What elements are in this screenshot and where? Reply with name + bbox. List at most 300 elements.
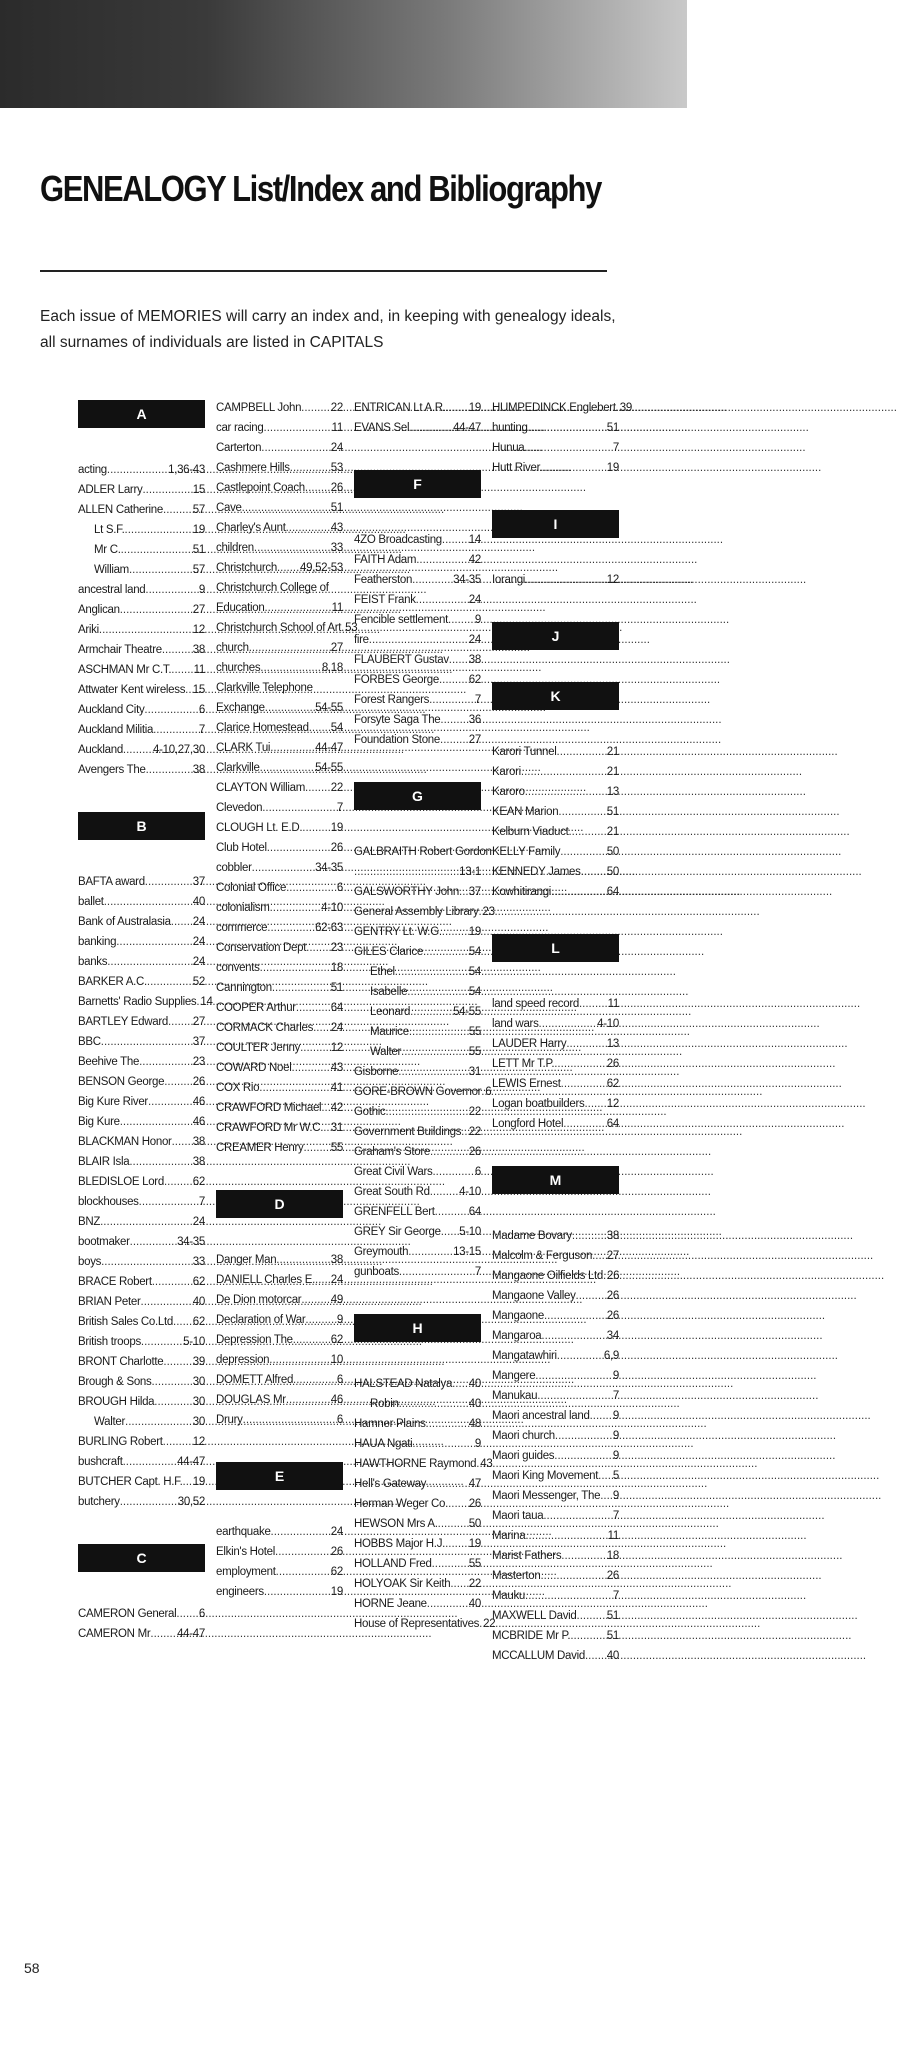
index-entry bbox=[78, 740, 205, 760]
dot-leader bbox=[264, 1582, 331, 1602]
index-entry bbox=[354, 962, 481, 982]
entry-term: HOBBS Major H.J. bbox=[354, 1538, 446, 1550]
index-entry bbox=[216, 498, 343, 518]
entry-term: Foundation Stone bbox=[354, 734, 440, 746]
entry-term: Marist Fathers bbox=[492, 1550, 562, 1562]
entry-pages: 49,52-53 bbox=[300, 562, 343, 574]
entry-pages: 62 bbox=[330, 1566, 343, 1578]
index-entry bbox=[216, 558, 343, 578]
index-entry bbox=[78, 580, 205, 600]
entry-pages: 51 bbox=[606, 422, 619, 434]
dot-leader bbox=[116, 932, 193, 952]
dot-leader bbox=[183, 1472, 193, 1492]
entry-term: Mauku bbox=[492, 1590, 526, 1602]
entry-pages: 38 bbox=[192, 764, 205, 776]
entry-term: BUTCHER Capt. H.F. bbox=[78, 1476, 183, 1488]
entry-term: GALBRAITH Robert Gordon bbox=[354, 846, 492, 858]
entry-pages: 9 bbox=[198, 584, 205, 596]
entry-term: DOMETT Alfred bbox=[216, 1374, 294, 1386]
entry-term: Big Kure River bbox=[78, 1096, 148, 1108]
index-entry bbox=[492, 398, 632, 418]
entry-term: Lt S.F. bbox=[94, 524, 125, 536]
entry-pages: 22 bbox=[468, 1126, 481, 1138]
dot-leader bbox=[309, 718, 331, 738]
entry-pages: 64 bbox=[468, 1206, 481, 1218]
entry-pages: 64 bbox=[606, 886, 619, 898]
entry-term: FEIST Frank bbox=[354, 594, 416, 606]
index-entry bbox=[78, 912, 205, 932]
dot-leader bbox=[570, 1626, 606, 1646]
dot-leader bbox=[448, 1494, 469, 1514]
entry-term: MCBRIDE Mr P. bbox=[492, 1630, 571, 1642]
title-rule bbox=[40, 270, 607, 272]
dot-leader bbox=[301, 1290, 330, 1310]
index-entry bbox=[492, 1466, 619, 1486]
entry-pages: 26 bbox=[606, 1570, 619, 1582]
entry-term: Logan boatbuilders bbox=[492, 1098, 585, 1110]
entry-term: Marina bbox=[492, 1530, 526, 1542]
entry-term: CAMERON General bbox=[78, 1608, 177, 1620]
entry-pages: 38 bbox=[606, 1230, 619, 1242]
dot-leader bbox=[264, 598, 331, 618]
index-entry bbox=[216, 598, 343, 618]
entry-term: Education bbox=[216, 602, 265, 614]
dot-leader bbox=[558, 802, 606, 822]
entry-pages: 4-10 bbox=[597, 1018, 619, 1030]
index-entry bbox=[78, 700, 205, 720]
entry-term: Maori Messenger, The bbox=[492, 1490, 601, 1502]
entry-pages: 9 bbox=[612, 1490, 619, 1502]
index-entry bbox=[492, 1246, 619, 1266]
letter-heading: I bbox=[492, 510, 619, 538]
dot-leader bbox=[560, 842, 607, 862]
dot-leader bbox=[185, 680, 193, 700]
index-entry bbox=[216, 718, 343, 738]
entry-pages: 19 bbox=[468, 402, 481, 414]
index-entry bbox=[492, 1306, 619, 1326]
index-entry bbox=[216, 658, 343, 678]
dot-leader bbox=[321, 1098, 330, 1118]
index-entry bbox=[78, 1012, 205, 1032]
dot-leader bbox=[303, 1138, 330, 1158]
entry-term: Exchange bbox=[216, 702, 265, 714]
entry-pages: 9 bbox=[612, 1410, 619, 1422]
dot-leader bbox=[576, 1286, 607, 1306]
index-entry bbox=[78, 872, 205, 892]
entry-term: BARTLEY Edward bbox=[78, 1016, 168, 1028]
index-entry bbox=[216, 418, 343, 438]
dot-leader bbox=[267, 918, 315, 938]
dot-leader bbox=[162, 640, 193, 660]
dot-leader bbox=[399, 1262, 475, 1282]
dot-leader bbox=[305, 1310, 336, 1330]
index-entry bbox=[354, 1514, 481, 1534]
entry-term: Danger Man bbox=[216, 1254, 277, 1266]
entry-pages: 44-47 bbox=[315, 742, 343, 754]
entry-term: DANIELL Charles E. bbox=[216, 1274, 315, 1286]
entry-term: Castlepoint Coach bbox=[216, 482, 305, 494]
dot-leader bbox=[139, 1052, 193, 1072]
entry-term: William bbox=[94, 564, 129, 576]
entry-pages: 7 bbox=[612, 1590, 619, 1602]
index-entry bbox=[354, 1122, 481, 1142]
index-entry bbox=[216, 1138, 343, 1158]
entry-pages: 23 bbox=[482, 906, 495, 918]
entry-term: Mangaroa bbox=[492, 1330, 542, 1342]
entry-pages: 5-10 bbox=[459, 1226, 481, 1238]
index-entry bbox=[78, 1492, 205, 1512]
index-entry bbox=[78, 600, 205, 620]
entry-pages: 23 bbox=[330, 942, 343, 954]
entry-pages: 50 bbox=[468, 1518, 481, 1530]
section-gap bbox=[216, 1430, 343, 1460]
entry-pages: 6 bbox=[198, 1608, 205, 1620]
dot-leader bbox=[535, 1366, 613, 1386]
entry-term: commerce bbox=[216, 922, 268, 934]
entry-pages: 13-15 bbox=[453, 1246, 481, 1258]
entry-pages: 9 bbox=[612, 1430, 619, 1442]
entry-term: engineers bbox=[216, 1586, 264, 1598]
index-entry bbox=[78, 1452, 205, 1472]
entry-term: Elkin's Hotel bbox=[216, 1546, 276, 1558]
entry-term: land wars bbox=[492, 1018, 539, 1030]
dot-leader bbox=[598, 1466, 613, 1486]
entry-pages: 4-10 bbox=[321, 902, 343, 914]
entry-pages: 53 bbox=[345, 622, 358, 634]
entry-pages: 26 bbox=[606, 1310, 619, 1322]
entry-term: Hamner Plains bbox=[354, 1418, 426, 1430]
entry-pages: 7 bbox=[336, 802, 343, 814]
entry-pages: 38 bbox=[192, 644, 205, 656]
entry-pages: 26 bbox=[330, 1546, 343, 1558]
dot-leader bbox=[270, 898, 322, 918]
entry-term: BLEDISLOE Lord bbox=[78, 1176, 164, 1188]
dot-leader bbox=[272, 978, 331, 998]
dot-leader bbox=[540, 1566, 606, 1586]
index-entry bbox=[492, 1014, 619, 1034]
entry-pages: 5-10 bbox=[183, 1336, 205, 1348]
entry-pages: 34 bbox=[606, 1330, 619, 1342]
entry-pages: 39 bbox=[192, 1356, 205, 1368]
entry-pages: 40 bbox=[192, 896, 205, 908]
letter-heading: L bbox=[492, 934, 619, 962]
index-entry bbox=[216, 778, 343, 798]
entry-pages: 30 bbox=[192, 1416, 205, 1428]
index-entry bbox=[354, 1222, 481, 1242]
entry-pages: 51 bbox=[606, 1630, 619, 1642]
index-entry bbox=[78, 1092, 205, 1112]
index-entry bbox=[216, 1582, 343, 1602]
entry-pages: 62 bbox=[606, 1078, 619, 1090]
entry-term: Maurice bbox=[370, 1026, 409, 1038]
entry-term: Clevedon bbox=[216, 802, 263, 814]
entry-term: Attwater Kent wireless bbox=[78, 684, 186, 696]
entry-pages: 64 bbox=[330, 1002, 343, 1014]
dot-leader bbox=[145, 872, 193, 892]
index-entry bbox=[354, 590, 481, 610]
index-entry bbox=[354, 1182, 481, 1202]
index-entry bbox=[78, 952, 205, 972]
dot-leader bbox=[557, 742, 607, 762]
index-entry bbox=[216, 1562, 343, 1582]
index-entry bbox=[78, 620, 205, 640]
letter-heading: C bbox=[78, 1544, 205, 1572]
entry-pages: 12 bbox=[330, 1042, 343, 1054]
entry-term: Cannington bbox=[216, 982, 272, 994]
entry-term: Clarkville bbox=[216, 762, 260, 774]
index-entry bbox=[78, 1032, 205, 1052]
index-entry bbox=[354, 550, 481, 570]
entry-term: HORNE Jeane bbox=[354, 1598, 427, 1610]
index-entry bbox=[492, 1646, 619, 1666]
index-entry bbox=[78, 1212, 205, 1232]
dot-leader bbox=[152, 1272, 193, 1292]
entry-term: acting bbox=[78, 464, 107, 476]
dot-leader bbox=[525, 1586, 613, 1606]
entry-pages: 12 bbox=[606, 574, 619, 586]
index-entry bbox=[78, 1292, 205, 1312]
index-entry bbox=[354, 882, 481, 902]
entry-pages: 7 bbox=[612, 1510, 619, 1522]
index-entry bbox=[216, 1250, 343, 1270]
index-entry bbox=[492, 842, 619, 862]
entry-pages: 36 bbox=[468, 714, 481, 726]
index-column-1 bbox=[78, 398, 213, 1644]
entry-term: banks bbox=[78, 956, 108, 968]
dot-leader bbox=[139, 1192, 199, 1212]
entry-pages: 19 bbox=[330, 1586, 343, 1598]
dot-leader bbox=[99, 620, 193, 640]
letter-heading: A bbox=[78, 400, 205, 428]
dot-leader bbox=[120, 1112, 193, 1132]
entry-pages: 30 bbox=[192, 1376, 205, 1388]
entry-pages: 19 bbox=[330, 822, 343, 834]
entry-pages: 51 bbox=[192, 544, 205, 556]
entry-term: Iorangi bbox=[492, 574, 526, 586]
entry-term: Leonard bbox=[370, 1006, 411, 1018]
letter-heading: E bbox=[216, 1462, 343, 1490]
dot-leader bbox=[528, 418, 607, 438]
entry-pages: 51 bbox=[606, 1610, 619, 1622]
entry-term: Karori Tunnel bbox=[492, 746, 557, 758]
index-entry bbox=[354, 570, 481, 590]
dot-leader bbox=[269, 1350, 331, 1370]
entry-term: Government Buildings bbox=[354, 1126, 462, 1138]
entry-term: HUMPEDINCK Englebert bbox=[492, 402, 616, 414]
dot-leader bbox=[442, 530, 469, 550]
entry-pages: 13 bbox=[606, 786, 619, 798]
index-entry bbox=[216, 798, 343, 818]
index-entry bbox=[354, 1414, 481, 1434]
entry-term: land speed record bbox=[492, 998, 579, 1010]
dot-leader bbox=[101, 1032, 193, 1052]
dot-leader bbox=[242, 498, 331, 518]
index-entry bbox=[492, 994, 619, 1014]
index-entry bbox=[354, 1494, 481, 1514]
entry-term: BNZ bbox=[78, 1216, 101, 1228]
entry-pages: 54-55 bbox=[315, 702, 343, 714]
index-entry bbox=[78, 1604, 205, 1624]
entry-pages: 40 bbox=[606, 1650, 619, 1662]
dot-leader bbox=[305, 478, 331, 498]
dot-leader bbox=[164, 1072, 193, 1092]
entry-pages: 22 bbox=[483, 1618, 496, 1630]
entry-term: Bank of Australasia bbox=[78, 916, 171, 928]
index-entry bbox=[354, 1102, 481, 1122]
index-entry bbox=[78, 760, 205, 780]
index-entry bbox=[216, 1350, 343, 1370]
entry-pages: 34-35 bbox=[453, 574, 481, 586]
entry-term: depression bbox=[216, 1354, 270, 1366]
dot-leader bbox=[276, 1250, 331, 1270]
dot-leader bbox=[101, 1252, 193, 1272]
entry-term: BAFTA award bbox=[78, 876, 145, 888]
dot-leader bbox=[435, 1202, 469, 1222]
entry-pages: 57 bbox=[192, 504, 205, 516]
dot-leader bbox=[150, 1624, 177, 1644]
dot-leader bbox=[561, 1074, 607, 1094]
index-entry bbox=[216, 638, 343, 658]
index-entry bbox=[78, 1312, 205, 1332]
entry-term: ENTRICAN Lt A.R. bbox=[354, 402, 446, 414]
index-entry bbox=[216, 1310, 343, 1330]
dot-leader bbox=[243, 1410, 337, 1430]
entry-pages: 40 bbox=[468, 1398, 481, 1410]
entry-term: ballet bbox=[78, 896, 104, 908]
entry-pages: 24 bbox=[468, 634, 481, 646]
dot-leader bbox=[412, 1434, 475, 1454]
index-entry bbox=[354, 1002, 481, 1022]
dot-leader bbox=[153, 720, 199, 740]
entry-term: LAUDER Harry bbox=[492, 1038, 567, 1050]
index-entry bbox=[216, 1118, 343, 1138]
dot-leader bbox=[277, 558, 300, 578]
index-entry bbox=[354, 730, 481, 750]
entry-term: Forsyte Saga The bbox=[354, 714, 441, 726]
entry-pages: 34-35 bbox=[315, 862, 343, 874]
letter-heading: F bbox=[354, 470, 481, 498]
index-entry bbox=[492, 1446, 619, 1466]
dot-leader bbox=[544, 1306, 607, 1326]
section-gap bbox=[492, 1134, 619, 1164]
index-entry bbox=[354, 1574, 481, 1594]
index-column-2 bbox=[216, 398, 358, 1602]
dot-leader bbox=[439, 670, 469, 690]
dot-leader bbox=[296, 998, 331, 1018]
entry-pages: 15 bbox=[192, 684, 205, 696]
index-entry bbox=[78, 1272, 205, 1292]
entry-pages: 7 bbox=[474, 1266, 481, 1278]
entry-term: bootmaker bbox=[78, 1236, 130, 1248]
index-entry bbox=[78, 680, 205, 700]
entry-term: Barnetts' Radio Supplies bbox=[78, 996, 197, 1008]
dot-leader bbox=[130, 1232, 177, 1252]
dot-leader bbox=[123, 740, 153, 760]
entry-term: British troops bbox=[78, 1336, 141, 1348]
dot-leader bbox=[293, 1330, 331, 1350]
entry-term: KELLY Family bbox=[492, 846, 561, 858]
dot-leader bbox=[554, 1054, 607, 1074]
dot-leader bbox=[141, 1292, 193, 1312]
index-entry bbox=[78, 660, 205, 680]
entry-pages: 9 bbox=[612, 1450, 619, 1462]
index-entry bbox=[492, 1226, 619, 1246]
entry-pages: 62 bbox=[192, 1316, 205, 1328]
index-entry bbox=[354, 982, 481, 1002]
entry-pages: 33 bbox=[330, 542, 343, 554]
entry-term: GALSWORTHY John bbox=[354, 886, 460, 898]
entry-pages: 6 bbox=[336, 1374, 343, 1386]
entry-term: LETT Mr T.P. bbox=[492, 1058, 555, 1070]
entry-term: HEWSON Mrs A. bbox=[354, 1518, 438, 1530]
index-entry bbox=[216, 918, 343, 938]
entry-pages: 12 bbox=[192, 1436, 205, 1448]
index-entry bbox=[492, 1586, 619, 1606]
entry-pages: 19 bbox=[192, 524, 205, 536]
section-gap bbox=[354, 1282, 481, 1312]
dot-leader bbox=[416, 590, 469, 610]
dot-leader bbox=[265, 698, 315, 718]
index-entry bbox=[216, 1078, 343, 1098]
entry-term: Clarkville Telephone bbox=[216, 682, 313, 694]
index-entry bbox=[78, 1412, 205, 1432]
dot-leader bbox=[107, 460, 168, 480]
entry-term: CLOUGH Lt. E.D. bbox=[216, 822, 303, 834]
entry-term: Colonial Office bbox=[216, 882, 287, 894]
entry-pages: 22 bbox=[330, 402, 343, 414]
entry-pages: 13 bbox=[606, 1038, 619, 1050]
entry-term: HAWTHORNE Raymond bbox=[354, 1458, 477, 1470]
entry-term: Manukau bbox=[492, 1390, 538, 1402]
entry-term: Brough & Sons bbox=[78, 1376, 152, 1388]
entry-term: Christchurch College of bbox=[216, 582, 329, 594]
entry-pages: 37 bbox=[192, 1036, 205, 1048]
dot-leader bbox=[584, 1094, 606, 1114]
entry-term: COWARD Noel bbox=[216, 1062, 292, 1074]
index-entry bbox=[78, 640, 205, 660]
entry-pages: 44-47 bbox=[177, 1456, 205, 1468]
index-entry bbox=[78, 1172, 205, 1192]
index-column-4 bbox=[492, 398, 632, 1666]
index-entry bbox=[216, 1522, 343, 1542]
dot-leader bbox=[147, 972, 193, 992]
index-entry bbox=[216, 678, 343, 698]
dot-leader bbox=[409, 1022, 469, 1042]
entry-pages: 14 bbox=[200, 996, 213, 1008]
dot-leader bbox=[459, 882, 469, 902]
entry-pages: 38 bbox=[468, 654, 481, 666]
entry-term: Christchurch School of Art bbox=[216, 622, 342, 634]
entry-term: ancestral land bbox=[78, 584, 146, 596]
dot-leader bbox=[142, 480, 192, 500]
index-entry bbox=[216, 1270, 343, 1290]
index-entry bbox=[354, 842, 492, 862]
entry-term: DOUGLAS Mr bbox=[216, 1394, 286, 1406]
dot-leader bbox=[302, 818, 331, 838]
entry-pages: 55 bbox=[330, 1142, 343, 1154]
index-entry bbox=[354, 1534, 481, 1554]
dot-leader bbox=[441, 1222, 459, 1242]
entry-term: Depression The bbox=[216, 1334, 293, 1346]
dot-leader bbox=[563, 1114, 607, 1134]
entry-term: General Assembly Library bbox=[354, 906, 479, 918]
dot-leader bbox=[442, 922, 469, 942]
entry-pages: 11 bbox=[331, 422, 343, 434]
dot-leader bbox=[426, 1414, 469, 1434]
index-entry bbox=[78, 1392, 205, 1412]
entry-term: De Dion motorcar bbox=[216, 1294, 302, 1306]
section-gap bbox=[492, 478, 619, 508]
